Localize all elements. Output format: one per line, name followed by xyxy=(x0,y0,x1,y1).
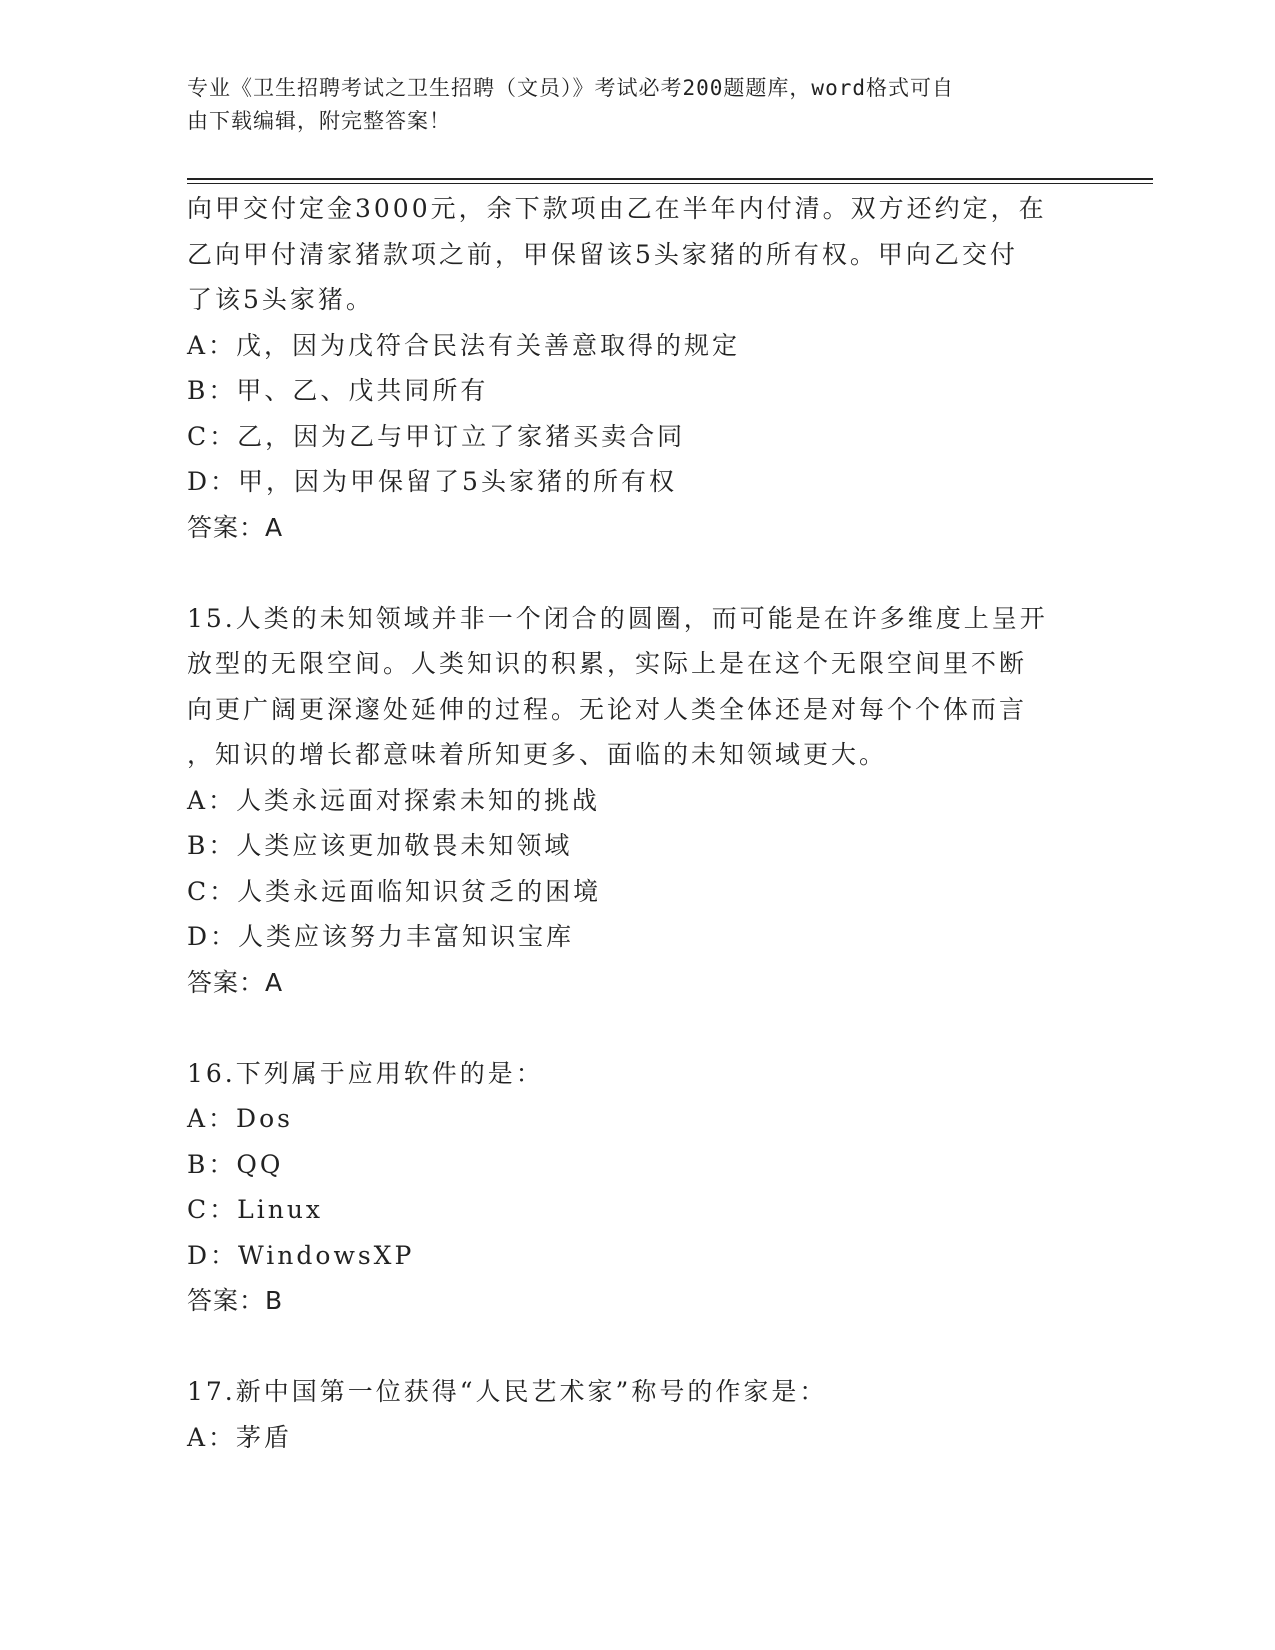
question-stem-line: 放型的无限空间。人类知识的积累，实际上是在这个无限空间里不断 xyxy=(187,649,1028,678)
question-17 xyxy=(187,1369,1087,1460)
option-c: C：Linux xyxy=(187,1195,324,1224)
question-14 xyxy=(187,186,1087,550)
question-list xyxy=(187,186,1087,1460)
question-15 xyxy=(187,596,1087,1006)
document-header xyxy=(187,72,1067,138)
question-stem-line: 向更广阔更深邃处延伸的过程。无论对人类全体还是对每个个体而言 xyxy=(187,694,1028,724)
option-a: A：茅盾 xyxy=(187,1422,293,1452)
question-stem-line: 15.人类的未知领域并非一个闭合的圆圈，而可能是在许多维度上呈开 xyxy=(187,603,1048,633)
option-d: D：WindowsXP xyxy=(187,1240,415,1270)
option-b: B：甲、乙、戊共同所有 xyxy=(187,376,489,405)
question-stem-line: 乙向甲付清家猪款项之前，甲保留该5头家猪的所有权。甲向乙交付 xyxy=(187,239,1018,269)
answer-label: 答案：A xyxy=(187,512,284,542)
option-b: B：QQ xyxy=(187,1149,284,1179)
option-a: A：戊，因为戊符合民法有关善意取得的规定 xyxy=(187,330,741,360)
question-16 xyxy=(187,1051,1087,1324)
header-rule-thin xyxy=(187,183,1153,184)
option-b: B：人类应该更加敬畏未知领域 xyxy=(187,831,573,860)
header-rule-thick xyxy=(187,178,1153,180)
option-c: C：乙，因为乙与甲订立了家猪买卖合同 xyxy=(187,421,686,451)
option-a: A：Dos xyxy=(187,1104,293,1133)
answer-label: 答案：A xyxy=(187,967,284,997)
answer-label: 答案：B xyxy=(187,1286,284,1315)
spacer xyxy=(187,1324,1087,1370)
option-d: D：人类应该努力丰富知识宝库 xyxy=(187,922,575,951)
option-c: C：人类永远面临知识贫乏的困境 xyxy=(187,876,602,906)
option-a: A：人类永远面对探索未知的挑战 xyxy=(187,785,601,815)
option-d: D：甲，因为甲保留了5头家猪的所有权 xyxy=(187,467,677,496)
question-stem-line: 16.下列属于应用软件的是： xyxy=(187,1058,544,1088)
question-stem-line: 了该5头家猪。 xyxy=(187,285,374,314)
question-stem-line: 向甲交付定金3000元，余下款项由乙在半年内付清。双方还约定，在 xyxy=(187,194,1047,223)
question-stem-line: ，知识的增长都意味着所知更多、面临的未知领域更大。 xyxy=(187,740,888,769)
header-line-2: 由下载编辑，附完整答案！ xyxy=(187,109,451,133)
spacer xyxy=(187,550,1087,596)
header-line-1: 专业《卫生招聘考试之卫生招聘（文员）》考试必考200题题库，word格式可自 xyxy=(187,76,954,100)
question-stem-line: 17.新中国第一位获得“人民艺术家”称号的作家是： xyxy=(187,1377,828,1406)
spacer xyxy=(187,1005,1087,1051)
